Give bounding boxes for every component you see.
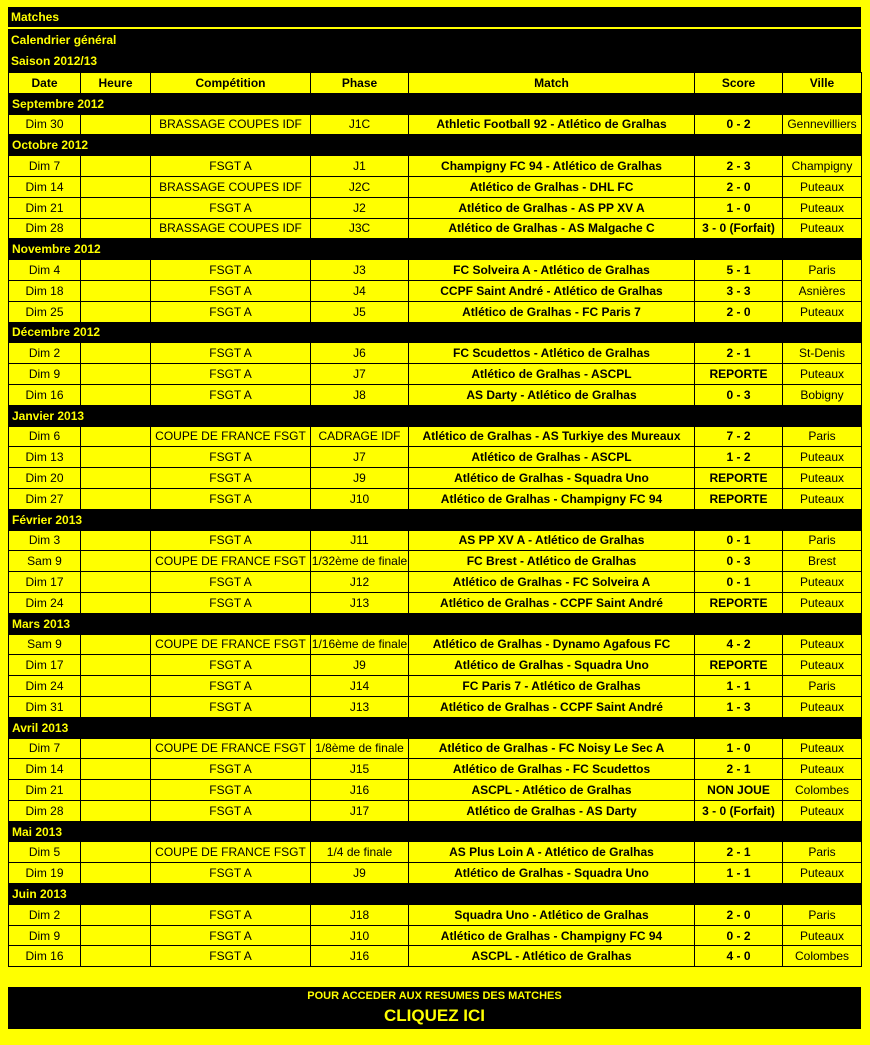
panel-title: Matches	[8, 7, 861, 29]
summaries-banner-text: POUR ACCEDER AUX RESUMES DES MATCHES	[307, 990, 562, 1002]
month-header-row	[9, 405, 862, 426]
city-cell: Champigny	[783, 156, 862, 177]
competition-cell: FSGT A	[151, 384, 311, 405]
month-label: Mars 2013	[9, 613, 862, 634]
competition-cell: FSGT A	[151, 156, 311, 177]
date-cell: Dim 21	[9, 780, 81, 801]
match-cell: Atlético de Gralhas - Squadra Uno	[409, 863, 695, 884]
score-cell: REPORTE	[695, 364, 783, 385]
phase-cell: J16	[311, 946, 409, 967]
time-cell	[81, 676, 151, 697]
match-cell: ASCPL - Atlético de Gralhas	[409, 946, 695, 967]
date-cell: Dim 7	[9, 738, 81, 759]
city-cell: Puteaux	[783, 364, 862, 385]
match-cell: Atlético de Gralhas - FC Scudettos	[409, 759, 695, 780]
column-header: Phase	[311, 73, 409, 94]
month-label: Novembre 2012	[9, 239, 862, 260]
score-cell: 0 - 1	[695, 530, 783, 551]
city-cell: Puteaux	[783, 759, 862, 780]
city-cell: Paris	[783, 842, 862, 863]
match-cell: Squadra Uno - Atlético de Gralhas	[409, 904, 695, 925]
date-cell: Dim 17	[9, 572, 81, 593]
match-cell: Atlético de Gralhas - AS Darty	[409, 800, 695, 821]
city-cell: St-Denis	[783, 343, 862, 364]
city-cell: Paris	[783, 260, 862, 281]
competition-cell: FSGT A	[151, 925, 311, 946]
city-cell: Puteaux	[783, 696, 862, 717]
city-cell: Puteaux	[783, 863, 862, 884]
score-cell: 3 - 3	[695, 280, 783, 301]
time-cell	[81, 863, 151, 884]
city-cell: Puteaux	[783, 655, 862, 676]
time-cell	[81, 197, 151, 218]
city-cell: Puteaux	[783, 572, 862, 593]
month-label: Avril 2013	[9, 717, 862, 738]
match-cell: Atlético de Gralhas - Dynamo Agafous FC	[409, 634, 695, 655]
competition-cell: COUPE DE FRANCE FSGT	[151, 634, 311, 655]
match-row	[9, 738, 862, 759]
match-cell: Atlético de Gralhas - CCPF Saint André	[409, 592, 695, 613]
score-cell: 0 - 2	[695, 925, 783, 946]
competition-cell: BRASSAGE COUPES IDF	[151, 114, 311, 135]
month-header-row	[9, 613, 862, 634]
competition-cell: COUPE DE FRANCE FSGT	[151, 738, 311, 759]
date-cell: Dim 24	[9, 676, 81, 697]
city-cell: Gennevilliers	[783, 114, 862, 135]
competition-cell: FSGT A	[151, 759, 311, 780]
match-cell: AS PP XV A - Atlético de Gralhas	[409, 530, 695, 551]
month-header-row	[9, 509, 862, 530]
date-cell: Sam 9	[9, 634, 81, 655]
month-label: Octobre 2012	[9, 135, 862, 156]
city-cell: Brest	[783, 551, 862, 572]
match-row	[9, 280, 862, 301]
competition-cell: BRASSAGE COUPES IDF	[151, 218, 311, 239]
calendar-subtitle: Calendrier général	[8, 30, 861, 50]
score-cell: 1 - 1	[695, 676, 783, 697]
competition-cell: FSGT A	[151, 863, 311, 884]
time-cell	[81, 904, 151, 925]
match-cell: AS Plus Loin A - Atlético de Gralhas	[409, 842, 695, 863]
competition-cell: COUPE DE FRANCE FSGT	[151, 551, 311, 572]
competition-cell: FSGT A	[151, 780, 311, 801]
match-row	[9, 572, 862, 593]
city-cell: Puteaux	[783, 592, 862, 613]
phase-cell: J11	[311, 530, 409, 551]
match-row	[9, 759, 862, 780]
score-cell: REPORTE	[695, 468, 783, 489]
city-cell: Puteaux	[783, 800, 862, 821]
match-row	[9, 426, 862, 447]
city-cell: Puteaux	[783, 197, 862, 218]
date-cell: Dim 18	[9, 280, 81, 301]
match-row	[9, 260, 862, 281]
date-cell: Dim 2	[9, 904, 81, 925]
score-cell: REPORTE	[695, 655, 783, 676]
phase-cell: 1/16ème de finale	[311, 634, 409, 655]
city-cell: Paris	[783, 426, 862, 447]
phase-cell: J13	[311, 592, 409, 613]
city-cell: Puteaux	[783, 738, 862, 759]
competition-cell: FSGT A	[151, 676, 311, 697]
score-cell: 1 - 0	[695, 738, 783, 759]
competition-cell: FSGT A	[151, 197, 311, 218]
match-row	[9, 364, 862, 385]
time-cell	[81, 156, 151, 177]
phase-cell: J7	[311, 364, 409, 385]
date-cell: Dim 9	[9, 925, 81, 946]
phase-cell: J3C	[311, 218, 409, 239]
competition-cell: FSGT A	[151, 488, 311, 509]
competition-cell: FSGT A	[151, 904, 311, 925]
time-cell	[81, 592, 151, 613]
time-cell	[81, 447, 151, 468]
match-cell: Atlético de Gralhas - AS Malgache C	[409, 218, 695, 239]
match-row	[9, 904, 862, 925]
match-row	[9, 301, 862, 322]
date-cell: Dim 31	[9, 696, 81, 717]
city-cell: Bobigny	[783, 384, 862, 405]
phase-cell: J10	[311, 488, 409, 509]
match-cell: Atlético de Gralhas - FC Noisy Le Sec A	[409, 738, 695, 759]
time-cell	[81, 218, 151, 239]
city-cell: Colombes	[783, 780, 862, 801]
score-cell: REPORTE	[695, 592, 783, 613]
match-row	[9, 551, 862, 572]
score-cell: 1 - 3	[695, 696, 783, 717]
date-cell: Dim 4	[9, 260, 81, 281]
city-cell: Paris	[783, 904, 862, 925]
phase-cell: 1/4 de finale	[311, 842, 409, 863]
score-cell: 3 - 0 (Forfait)	[695, 218, 783, 239]
score-cell: NON JOUE	[695, 780, 783, 801]
competition-cell: COUPE DE FRANCE FSGT	[151, 426, 311, 447]
match-cell: Atlético de Gralhas - Champigny FC 94	[409, 488, 695, 509]
month-label: Février 2013	[9, 509, 862, 530]
phase-cell: J15	[311, 759, 409, 780]
city-cell: Puteaux	[783, 301, 862, 322]
date-cell: Dim 25	[9, 301, 81, 322]
click-here-link[interactable]: CLIQUEZ ICI	[383, 1006, 486, 1025]
month-label: Septembre 2012	[9, 93, 862, 114]
date-cell: Dim 7	[9, 156, 81, 177]
competition-cell: FSGT A	[151, 468, 311, 489]
phase-cell: J2	[311, 197, 409, 218]
score-cell: 4 - 0	[695, 946, 783, 967]
competition-cell: COUPE DE FRANCE FSGT	[151, 842, 311, 863]
match-row	[9, 863, 862, 884]
city-cell: Puteaux	[783, 488, 862, 509]
time-cell	[81, 301, 151, 322]
month-header-row	[9, 239, 862, 260]
phase-cell: J1C	[311, 114, 409, 135]
phase-cell: J13	[311, 696, 409, 717]
time-cell	[81, 426, 151, 447]
match-cell: Atlético de Gralhas - Squadra Uno	[409, 468, 695, 489]
match-row	[9, 176, 862, 197]
competition-cell: BRASSAGE COUPES IDF	[151, 176, 311, 197]
match-row	[9, 925, 862, 946]
match-row	[9, 655, 862, 676]
month-header-row	[9, 717, 862, 738]
phase-cell: J7	[311, 447, 409, 468]
phase-cell: J12	[311, 572, 409, 593]
phase-cell: J4	[311, 280, 409, 301]
match-row	[9, 696, 862, 717]
phase-cell: J8	[311, 384, 409, 405]
match-row	[9, 156, 862, 177]
match-cell: Atlético de Gralhas - CCPF Saint André	[409, 696, 695, 717]
score-cell: 0 - 1	[695, 572, 783, 593]
date-cell: Dim 2	[9, 343, 81, 364]
match-row	[9, 488, 862, 509]
match-row	[9, 114, 862, 135]
time-cell	[81, 759, 151, 780]
match-row	[9, 780, 862, 801]
score-cell: 0 - 3	[695, 551, 783, 572]
match-row	[9, 343, 862, 364]
date-cell: Sam 9	[9, 551, 81, 572]
competition-cell: FSGT A	[151, 946, 311, 967]
score-cell: 2 - 3	[695, 156, 783, 177]
month-label: Juin 2013	[9, 884, 862, 905]
phase-cell: J10	[311, 925, 409, 946]
score-cell: 1 - 2	[695, 447, 783, 468]
date-cell: Dim 20	[9, 468, 81, 489]
date-cell: Dim 5	[9, 842, 81, 863]
time-cell	[81, 842, 151, 863]
match-row	[9, 634, 862, 655]
match-row	[9, 946, 862, 967]
month-header-row	[9, 135, 862, 156]
column-header: Date	[9, 73, 81, 94]
competition-cell: FSGT A	[151, 592, 311, 613]
match-cell: Atlético de Gralhas - Champigny FC 94	[409, 925, 695, 946]
score-cell: 2 - 1	[695, 842, 783, 863]
score-cell: 2 - 1	[695, 343, 783, 364]
phase-cell: J3	[311, 260, 409, 281]
date-cell: Dim 13	[9, 447, 81, 468]
date-cell: Dim 14	[9, 759, 81, 780]
time-cell	[81, 800, 151, 821]
time-cell	[81, 280, 151, 301]
time-cell	[81, 468, 151, 489]
city-cell: Paris	[783, 530, 862, 551]
score-cell: 1 - 0	[695, 197, 783, 218]
match-cell: Athletic Football 92 - Atlético de Gralhas	[409, 114, 695, 135]
competition-cell: FSGT A	[151, 572, 311, 593]
phase-cell: J18	[311, 904, 409, 925]
match-row	[9, 447, 862, 468]
phase-cell: J9	[311, 863, 409, 884]
phase-cell: J1	[311, 156, 409, 177]
competition-cell: FSGT A	[151, 447, 311, 468]
match-cell: FC Scudettos - Atlético de Gralhas	[409, 343, 695, 364]
date-cell: Dim 28	[9, 218, 81, 239]
score-cell: 2 - 0	[695, 301, 783, 322]
competition-cell: FSGT A	[151, 301, 311, 322]
date-cell: Dim 21	[9, 197, 81, 218]
score-cell: 2 - 1	[695, 759, 783, 780]
column-header: Compétition	[151, 73, 311, 94]
competition-cell: FSGT A	[151, 364, 311, 385]
time-cell	[81, 551, 151, 572]
date-cell: Dim 16	[9, 384, 81, 405]
match-cell: Atlético de Gralhas - DHL FC	[409, 176, 695, 197]
month-label: Janvier 2013	[9, 405, 862, 426]
date-cell: Dim 27	[9, 488, 81, 509]
match-cell: ASCPL - Atlético de Gralhas	[409, 780, 695, 801]
matches-panel	[8, 7, 861, 967]
score-cell: 2 - 0	[695, 176, 783, 197]
phase-cell: J16	[311, 780, 409, 801]
competition-cell: FSGT A	[151, 800, 311, 821]
phase-cell: J14	[311, 676, 409, 697]
month-label: Mai 2013	[9, 821, 862, 842]
time-cell	[81, 364, 151, 385]
time-cell	[81, 572, 151, 593]
competition-cell: FSGT A	[151, 280, 311, 301]
match-cell: CCPF Saint André - Atlético de Gralhas	[409, 280, 695, 301]
phase-cell: 1/32ème de finale	[311, 551, 409, 572]
time-cell	[81, 530, 151, 551]
date-cell: Dim 16	[9, 946, 81, 967]
competition-cell: FSGT A	[151, 655, 311, 676]
city-cell: Paris	[783, 676, 862, 697]
date-cell: Dim 19	[9, 863, 81, 884]
match-row	[9, 800, 862, 821]
time-cell	[81, 925, 151, 946]
phase-cell: 1/8ème de finale	[311, 738, 409, 759]
time-cell	[81, 780, 151, 801]
season-label: Saison 2012/13	[8, 51, 861, 71]
date-cell: Dim 14	[9, 176, 81, 197]
summaries-banner[interactable]	[8, 987, 861, 1029]
column-header: Score	[695, 73, 783, 94]
time-cell	[81, 488, 151, 509]
match-cell: Atlético de Gralhas - AS Turkiye des Mureaux	[409, 426, 695, 447]
date-cell: Dim 6	[9, 426, 81, 447]
city-cell: Puteaux	[783, 218, 862, 239]
time-cell	[81, 738, 151, 759]
month-header-row	[9, 322, 862, 343]
column-header: Ville	[783, 73, 862, 94]
competition-cell: FSGT A	[151, 343, 311, 364]
match-row	[9, 384, 862, 405]
match-cell: FC Solveira A - Atlético de Gralhas	[409, 260, 695, 281]
date-cell: Dim 28	[9, 800, 81, 821]
time-cell	[81, 260, 151, 281]
match-cell: FC Brest - Atlético de Gralhas	[409, 551, 695, 572]
match-row	[9, 676, 862, 697]
table-header-row	[9, 73, 862, 94]
score-cell: 7 - 2	[695, 426, 783, 447]
month-label: Décembre 2012	[9, 322, 862, 343]
match-cell: Atlético de Gralhas - ASCPL	[409, 447, 695, 468]
score-cell: 0 - 2	[695, 114, 783, 135]
time-cell	[81, 655, 151, 676]
score-cell: 1 - 1	[695, 863, 783, 884]
match-cell: Atlético de Gralhas - FC Paris 7	[409, 301, 695, 322]
time-cell	[81, 176, 151, 197]
date-cell: Dim 9	[9, 364, 81, 385]
city-cell: Puteaux	[783, 468, 862, 489]
date-cell: Dim 30	[9, 114, 81, 135]
city-cell: Puteaux	[783, 447, 862, 468]
match-cell: Atlético de Gralhas - AS PP XV A	[409, 197, 695, 218]
phase-cell: J9	[311, 468, 409, 489]
month-header-row	[9, 93, 862, 114]
matches-table	[8, 72, 862, 967]
city-cell: Colombes	[783, 946, 862, 967]
column-header: Match	[409, 73, 695, 94]
phase-cell: J9	[311, 655, 409, 676]
match-row	[9, 468, 862, 489]
time-cell	[81, 696, 151, 717]
score-cell: REPORTE	[695, 488, 783, 509]
time-cell	[81, 343, 151, 364]
match-cell: Champigny FC 94 - Atlético de Gralhas	[409, 156, 695, 177]
competition-cell: FSGT A	[151, 530, 311, 551]
match-row	[9, 218, 862, 239]
month-header-row	[9, 884, 862, 905]
phase-cell: J5	[311, 301, 409, 322]
date-cell: Dim 24	[9, 592, 81, 613]
date-cell: Dim 17	[9, 655, 81, 676]
phase-cell: CADRAGE IDF	[311, 426, 409, 447]
score-cell: 3 - 0 (Forfait)	[695, 800, 783, 821]
city-cell: Puteaux	[783, 634, 862, 655]
match-row	[9, 530, 862, 551]
date-cell: Dim 3	[9, 530, 81, 551]
time-cell	[81, 114, 151, 135]
time-cell	[81, 384, 151, 405]
city-cell: Asnières	[783, 280, 862, 301]
column-header: Heure	[81, 73, 151, 94]
match-row	[9, 592, 862, 613]
competition-cell: FSGT A	[151, 260, 311, 281]
city-cell: Puteaux	[783, 925, 862, 946]
city-cell: Puteaux	[783, 176, 862, 197]
match-row	[9, 842, 862, 863]
match-row	[9, 197, 862, 218]
score-cell: 5 - 1	[695, 260, 783, 281]
competition-cell: FSGT A	[151, 696, 311, 717]
match-cell: Atlético de Gralhas - Squadra Uno	[409, 655, 695, 676]
month-header-row	[9, 821, 862, 842]
phase-cell: J6	[311, 343, 409, 364]
match-cell: FC Paris 7 - Atlético de Gralhas	[409, 676, 695, 697]
match-cell: Atlético de Gralhas - ASCPL	[409, 364, 695, 385]
matches-table-body	[9, 73, 862, 967]
match-cell: Atlético de Gralhas - FC Solveira A	[409, 572, 695, 593]
time-cell	[81, 634, 151, 655]
time-cell	[81, 946, 151, 967]
score-cell: 2 - 0	[695, 904, 783, 925]
phase-cell: J17	[311, 800, 409, 821]
phase-cell: J2C	[311, 176, 409, 197]
score-cell: 0 - 3	[695, 384, 783, 405]
match-cell: AS Darty - Atlético de Gralhas	[409, 384, 695, 405]
score-cell: 4 - 2	[695, 634, 783, 655]
